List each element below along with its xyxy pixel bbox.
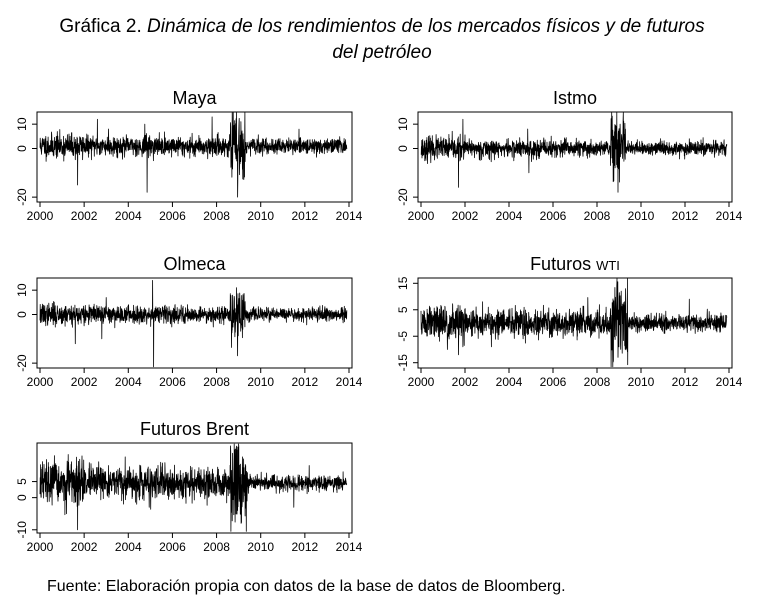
x-tick-label: 2012 [291,209,319,223]
y-tick-label: 0 [396,145,410,152]
x-tick-label: 2002 [70,209,98,223]
y-tick-label: 10 [15,283,29,297]
x-tick-label: 2002 [70,375,98,389]
panel-title [553,88,597,108]
x-tick-label: 2012 [291,540,319,554]
x-tick-label: 2002 [451,209,479,223]
x-tick-label: 2008 [203,375,230,389]
x-tick-label: 2010 [247,540,275,554]
x-tick-label: 2008 [583,375,611,389]
y-tick-label: -10 [15,521,29,539]
panel-title-text: Maya [172,88,217,108]
x-tick-label: 2000 [26,375,54,389]
x-tick-label: 2012 [671,209,699,223]
x-tick-label: 2000 [407,209,435,223]
y-tick-label: 5 [396,306,410,314]
y-tick-label: 5 [15,478,29,485]
figure-title-line2: del petróleo [332,42,432,63]
x-tick-label: 2000 [26,540,54,554]
panel-title-text: Futuros [530,254,592,274]
source-note: Fuente: Elaboración propia con datos de la base de datos de Bloomberg. [47,578,566,595]
x-tick-label: 2014 [715,209,743,223]
x-tick-label: 2006 [159,209,186,223]
series-line [40,113,347,197]
panel-title [530,254,620,274]
y-tick-label: 0 [15,494,29,501]
series-line [40,444,347,531]
series-line [421,279,727,367]
x-tick-label: 2008 [583,209,611,223]
x-tick-label: 2014 [335,540,363,554]
series-line [40,280,347,366]
x-tick-label: 2002 [451,375,479,389]
y-tick-label: -15 [396,354,410,372]
y-tick-label: 10 [396,117,410,131]
x-tick-label: 2006 [539,209,567,223]
x-tick-label: 2010 [627,375,655,389]
panel-title [163,254,226,274]
x-tick-label: 2006 [159,540,186,554]
x-tick-label: 2012 [291,375,319,389]
x-tick-label: 2008 [203,540,230,554]
panel-title [140,419,249,439]
x-tick-label: 2004 [114,375,142,389]
x-tick-label: 2010 [247,209,275,223]
plot-frame [37,112,352,202]
chart-panel-3 [15,254,363,389]
x-tick-label: 2002 [70,540,98,554]
panel-title-suffix: WTI [596,258,620,273]
chart-panel-5 [15,419,363,554]
y-tick-label: -20 [15,354,29,372]
x-tick-label: 2004 [495,375,523,389]
chart-panel-1 [15,88,363,223]
x-tick-label: 2012 [671,375,699,389]
panel-title-text: Istmo [552,88,598,108]
y-tick-label: 0 [15,311,29,318]
chart-panel-2 [396,88,743,223]
y-tick-label: 10 [15,117,29,131]
x-tick-label: 2010 [247,375,275,389]
y-tick-label: 0 [15,145,29,152]
x-tick-label: 2014 [715,375,743,389]
y-tick-label: -20 [15,188,29,206]
x-tick-label: 2014 [335,375,363,389]
series-line [421,113,727,193]
x-tick-label: 2008 [203,209,230,223]
y-tick-label: 15 [396,276,410,290]
panel-title-text: Futuros Brent [139,419,250,439]
x-tick-label: 2000 [407,375,435,389]
figure-title-line1: Dinámica de los rendimientos de los mercados físicos y de futuros [147,16,705,37]
x-tick-label: 2006 [539,375,567,389]
figure-number: Gráfica 2. [59,16,142,37]
y-tick-label: -5 [396,330,410,342]
x-tick-label: 2014 [335,209,363,223]
x-tick-label: 2006 [159,375,186,389]
chart-panel-4 [396,254,743,389]
y-tick-label: -20 [396,188,410,206]
x-tick-label: 2000 [26,209,54,223]
x-tick-label: 2004 [114,540,142,554]
x-tick-label: 2004 [114,209,142,223]
panel-title-text: Olmeca [163,254,226,274]
x-tick-label: 2010 [627,209,655,223]
x-tick-label: 2004 [495,209,523,223]
panel-title [172,88,217,108]
